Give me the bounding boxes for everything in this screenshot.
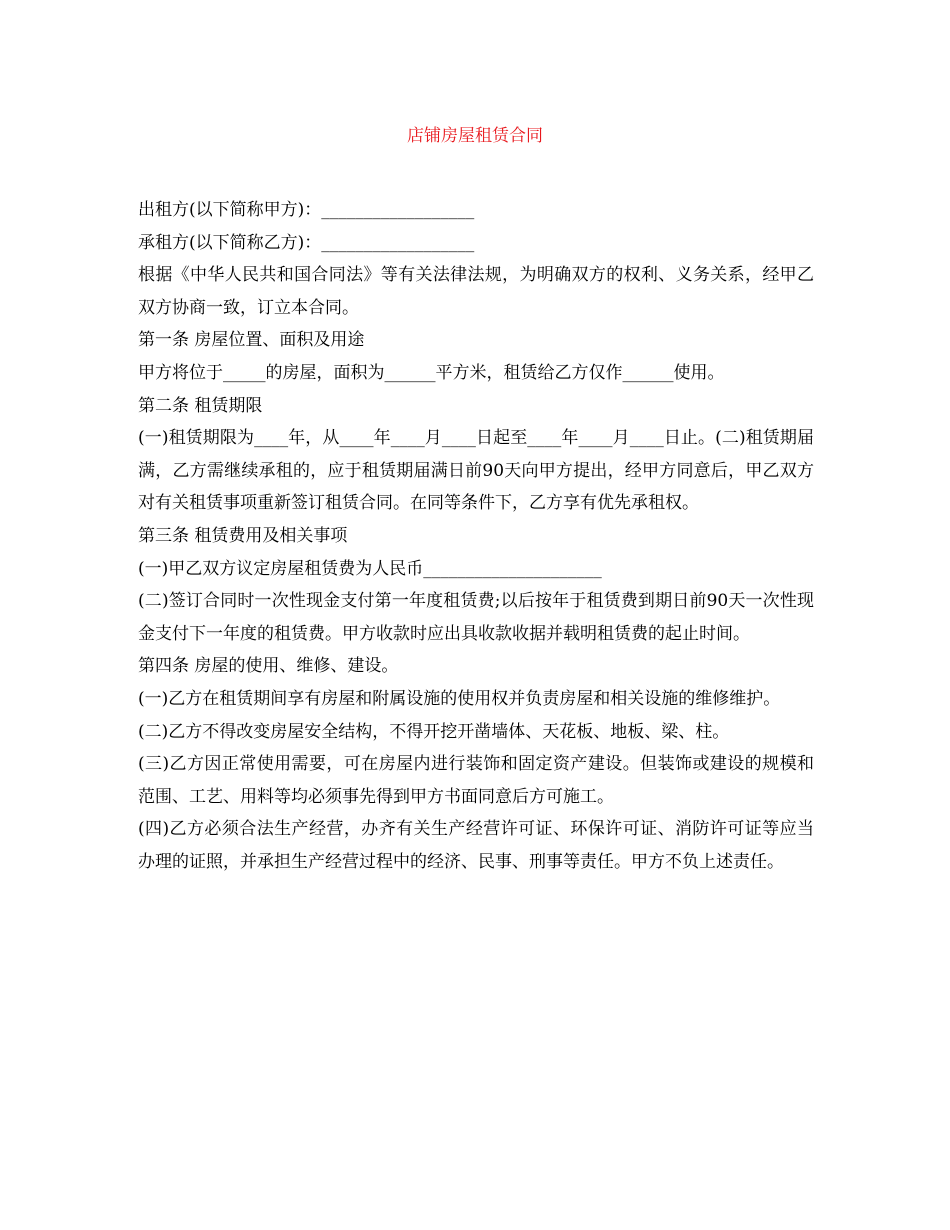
article-2-paragraph: (一)租赁期限为____年，从____年____月____日起至____年____月____日止。(二)租赁期届满，乙方需继续承租的，应于租赁期届满日前90天向甲方提出，经甲方同意后，甲乙双方对有关租赁事项重新签订租赁合同。在同等条件下，乙方享有优先承租权。 (138, 428, 814, 514)
article-4-clause-2: (二)乙方不得改变房屋安全结构，不得开挖开凿墙体、天花板、地板、梁、柱。 (138, 721, 730, 742)
article-1-heading: 第一条 房屋位置、面积及用途 (138, 330, 365, 351)
article-4-heading: 第四条 房屋的使用、维修、建设。 (138, 656, 399, 677)
article-4-clause-4: (四)乙方必须合法生产经营，办齐有关生产经营许可证、环保许可证、消防许可证等应当办理的证照，并承担生产经营过程中的经济、民事、刑事等责任。甲方不负上述责任。 (138, 819, 814, 872)
document-title: 店铺房屋租赁合同 (407, 126, 543, 146)
document-body (138, 194, 814, 878)
article-3-clause-1: (一)甲乙双方议定房屋租赁费为人民币_____________________ (138, 558, 602, 579)
party-b-line: 承租方(以下简称乙方)：__________________ (138, 232, 475, 253)
preamble-paragraph: 根据《中华人民共和国合同法》等有关法律法规，为明确双方的权利、义务关系，经甲乙双方协商一致，订立本合同。 (138, 265, 814, 318)
article-2-heading: 第二条 租赁期限 (138, 395, 263, 416)
article-1-paragraph: 甲方将位于_____的房屋，面积为______平方米，租赁给乙方仅作______使用。 (138, 362, 725, 383)
article-4-clause-3: (三)乙方因正常使用需要，可在房屋内进行装饰和固定资产建设。但装饰或建设的规模和范围、工艺、用料等均必须事先得到甲方书面同意后方可施工。 (138, 754, 814, 807)
article-4-clause-1: (一)乙方在租赁期间享有房屋和附属设施的使用权并负责房屋和相关设施的维修维护。 (138, 688, 781, 709)
article-3-heading: 第三条 租赁费用及相关事项 (138, 525, 348, 546)
article-3-clause-2: (二)签订合同时一次性现金支付第一年度租赁费;以后按年于租赁费到期日前90天一次性现金支付下一年度的租赁费。甲方收款时应出具收款收据并载明租赁费的起止时间。 (138, 591, 814, 644)
party-a-line: 出租方(以下简称甲方)：__________________ (138, 200, 475, 220)
